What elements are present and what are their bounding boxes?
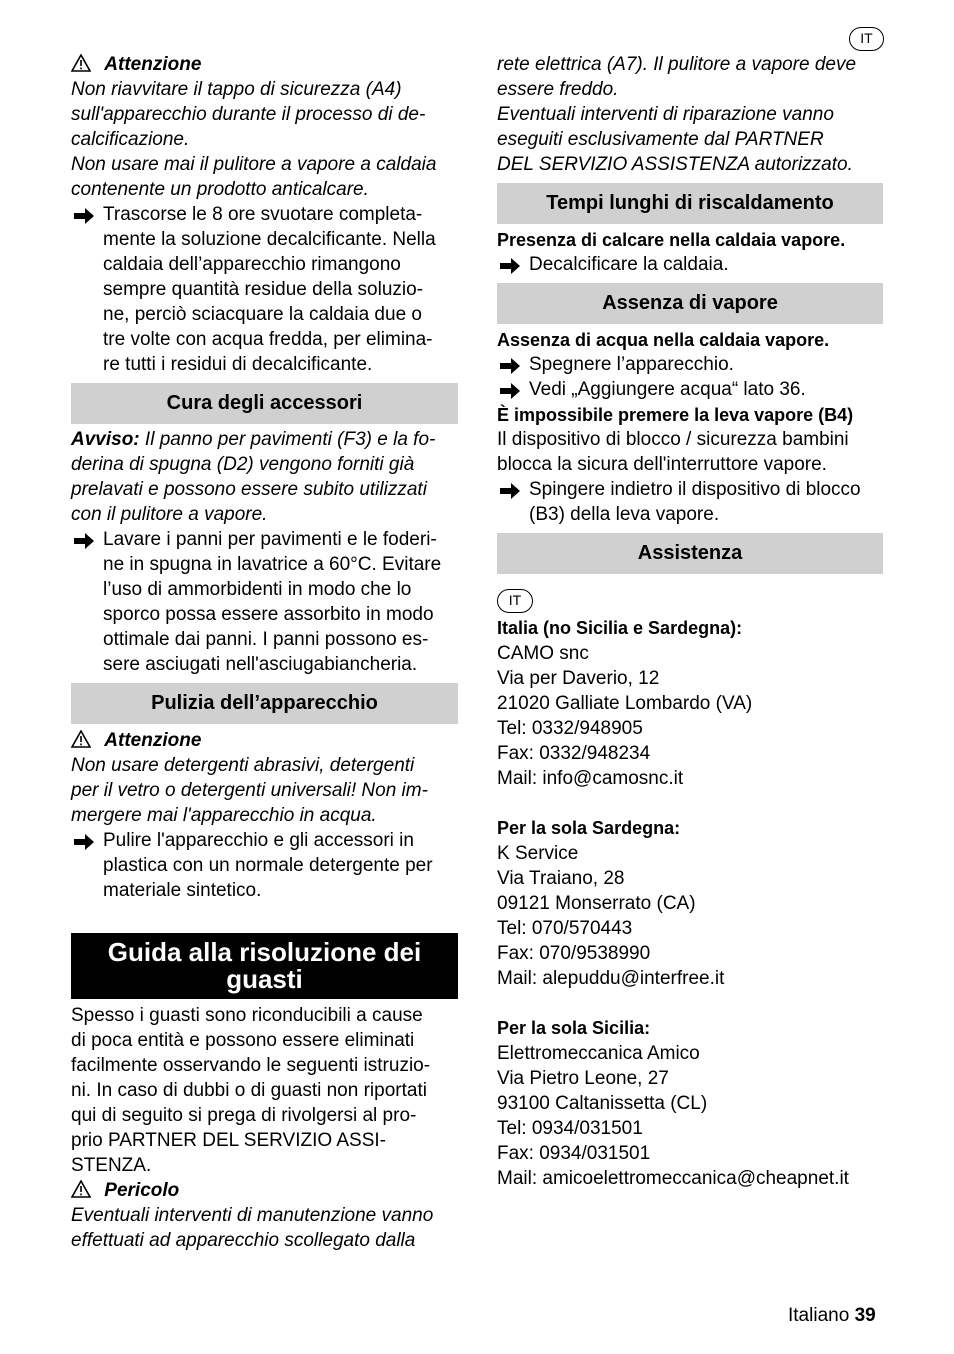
page-footer — [788, 1303, 876, 1328]
note-label: Avviso: — [71, 429, 140, 450]
cause-text: È impossibile premere la leva vapore (B4) — [497, 405, 854, 425]
remedy-text: Decalcificare la caldaia. — [529, 254, 729, 275]
warning-title: Attenzione — [104, 54, 202, 75]
text-line: sull'apparecchio durante il processo di de- — [71, 104, 426, 125]
text-line: Il panno per pavimenti (F3) e la fo- — [139, 429, 436, 450]
text-line: Spingere indietro il dispositivo di blocco — [529, 479, 861, 500]
section-heading-cleaning: Pulizia dell’apparecchio — [71, 683, 458, 724]
warning-text-2 — [71, 753, 428, 828]
text-line: Spesso i guasti sono riconducibili a cause — [71, 1005, 423, 1026]
intro-text — [71, 1003, 430, 1178]
arrow-icon — [499, 481, 521, 506]
note-text — [71, 427, 435, 527]
text-line: Via Pietro Leone, 27 — [497, 1068, 669, 1089]
text-line: l’uso di ammorbidenti in modo che lo — [103, 579, 412, 600]
text-line: Fax: 0332/948234 — [497, 743, 651, 764]
text-line: CAMO snc — [497, 643, 589, 664]
warning-text-1 — [71, 77, 436, 202]
warning-heading-2 — [71, 728, 201, 753]
text-line: Non usare detergenti abrasivi, detergenti — [71, 755, 415, 776]
section-heading-no-steam: Assenza di vapore — [497, 283, 883, 324]
contact-block-sicilia — [497, 1016, 849, 1191]
warning-icon — [71, 54, 91, 75]
text-line: caldaia dell’apparecchio rimangono — [103, 254, 401, 275]
text-line: tre volte con acqua fredda, per elimina- — [103, 329, 433, 350]
warning-title: Attenzione — [104, 730, 202, 751]
contact-title: Italia (no Sicilia e Sardegna): — [497, 618, 743, 638]
warning-icon — [71, 1180, 91, 1201]
text-line: contenente un prodotto anticalcare. — [71, 179, 369, 200]
remedy-text: Vedi „Aggiungere acqua“ lato 36. — [529, 379, 806, 400]
instruction-1 — [103, 202, 436, 377]
text-line: ni. In caso di dubbi o di guasti non riportati — [71, 1080, 427, 1101]
text-line: Non usare mai il pulitore a vapore a caldaia — [71, 154, 437, 175]
text-line: Fax: 0934/031501 — [497, 1143, 651, 1164]
text-line: K Service — [497, 843, 579, 864]
text-line: Pulire l'apparecchio e gli accessori in — [103, 830, 414, 851]
text-line: Via Traiano, 28 — [497, 868, 625, 889]
text-line: Eventuali interventi di riparazione vanno — [497, 104, 834, 125]
text-line: Mail: amicoelettromeccanica@cheapnet.it — [497, 1168, 849, 1189]
footer-language: Italiano — [788, 1305, 850, 1326]
text-line: sere asciugati nell'asciugabiancheria. — [103, 654, 418, 675]
text-line: ottimale dai panni. I panni possono es- — [103, 629, 429, 650]
text-line: 93100 Caltanissetta (CL) — [497, 1093, 708, 1114]
section-heading-service: Assistenza — [497, 533, 883, 574]
text-line: Non riavvitare il tappo di sicurezza (A4) — [71, 79, 402, 100]
warning-heading-1 — [71, 52, 201, 77]
text-line: Via per Daverio, 12 — [497, 668, 660, 689]
instruction-3 — [103, 828, 433, 903]
text-line: Tel: 0934/031501 — [497, 1118, 643, 1139]
section-heading-heating: Tempi lunghi di riscaldamento — [497, 183, 883, 224]
danger-title: Pericolo — [104, 1180, 180, 1201]
text-line: sempre quantità residue della soluzio- — [103, 279, 424, 300]
text-line: 09121 Monserrato (CA) — [497, 893, 696, 914]
page-number: 39 — [854, 1305, 876, 1326]
text-line: re tutti i residui di decalcificante. — [103, 354, 373, 375]
text-line: rete elettrica (A7). Il pulitore a vapore deve — [497, 54, 857, 75]
contact-title: Per la sola Sicilia: — [497, 1018, 651, 1038]
section-heading-accessories: Cura degli accessori — [71, 383, 458, 424]
chapter-title-line: guasti — [226, 964, 303, 994]
text-line: Il dispositivo di blocco / sicurezza bambini — [497, 429, 849, 450]
arrow-icon — [499, 256, 521, 281]
text-line: (B3) della leva vapore. — [529, 504, 720, 525]
remedy-text: Spegnere l’apparecchio. — [529, 354, 734, 375]
danger-text — [71, 1203, 433, 1253]
language-badge: IT — [497, 589, 533, 613]
text-line: ne, perciò sciacquare la caldaia due o — [103, 304, 422, 325]
text-line: plastica con un normale detergente per — [103, 855, 433, 876]
text-line: materiale sintetico. — [103, 880, 262, 901]
arrow-icon — [73, 206, 95, 231]
arrow-icon — [499, 356, 521, 381]
text-line: essere freddo. — [497, 79, 619, 100]
text-line: prio PARTNER DEL SERVIZIO ASSI- — [71, 1130, 387, 1151]
danger-heading — [71, 1178, 179, 1203]
text-line: Elettromeccanica Amico — [497, 1043, 700, 1064]
text-line: calcificazione. — [71, 129, 190, 150]
text-line: DEL SERVIZIO ASSISTENZA autorizzato. — [497, 154, 853, 175]
text-line: derina di spugna (D2) vengono forniti già — [71, 454, 415, 475]
warning-icon — [71, 730, 91, 751]
cause-description — [497, 427, 849, 477]
text-line: Fax: 070/9538990 — [497, 943, 651, 964]
arrow-icon — [73, 832, 95, 857]
cause-text: Assenza di acqua nella caldaia vapore. — [497, 330, 830, 350]
cause-text: Presenza di calcare nella caldaia vapore. — [497, 230, 846, 250]
danger-text-continued — [497, 52, 856, 177]
contact-title: Per la sola Sardegna: — [497, 818, 681, 838]
text-line: mente la soluzione decalcificante. Nella — [103, 229, 436, 250]
language-badge: IT — [849, 27, 884, 51]
text-line: eseguiti esclusivamente dal PARTNER — [497, 129, 824, 150]
text-line: STENZA. — [71, 1155, 152, 1176]
text-line: di poca entità e possono essere eliminati — [71, 1030, 415, 1051]
text-line: per il vetro o detergenti universali! Non im- — [71, 780, 428, 801]
text-line: blocca la sicura dell'interruttore vapore. — [497, 454, 827, 475]
text-line: 21020 Galliate Lombardo (VA) — [497, 693, 753, 714]
text-line: sporco possa essere assorbito in modo — [103, 604, 434, 625]
text-line: Eventuali interventi di manutenzione vanno — [71, 1205, 434, 1226]
chapter-title-line: Guida alla risoluzione dei — [107, 937, 422, 967]
remedy-text — [529, 477, 861, 527]
instruction-2 — [103, 527, 441, 677]
text-line: qui di seguito si prega di rivolgersi al pro- — [71, 1105, 417, 1126]
text-line: Trascorse le 8 ore svuotare completa- — [103, 204, 423, 225]
text-line: Tel: 0332/948905 — [497, 718, 643, 739]
text-line: Tel: 070/570443 — [497, 918, 633, 939]
text-line: facilmente osservando le seguenti istruzio- — [71, 1055, 431, 1076]
text-line: effettuati ad apparecchio scollegato dalla — [71, 1230, 416, 1251]
text-line: mergere mai l'apparecchio in acqua. — [71, 805, 377, 826]
contact-block-italy — [497, 616, 752, 791]
contact-block-sardegna — [497, 816, 724, 991]
text-line: Lavare i panni per pavimenti e le foderi- — [103, 529, 437, 550]
text-line: con il pulitore a vapore. — [71, 504, 268, 525]
chapter-title — [71, 933, 458, 999]
text-line: Mail: info@camosnc.it — [497, 768, 684, 789]
text-line: Mail: alepuddu@interfree.it — [497, 968, 725, 989]
text-line: prelavati e possono essere subito utilizzati — [71, 479, 427, 500]
text-line: ne in spugna in lavatrice a 60°C. Evitare — [103, 554, 442, 575]
arrow-icon — [73, 531, 95, 556]
